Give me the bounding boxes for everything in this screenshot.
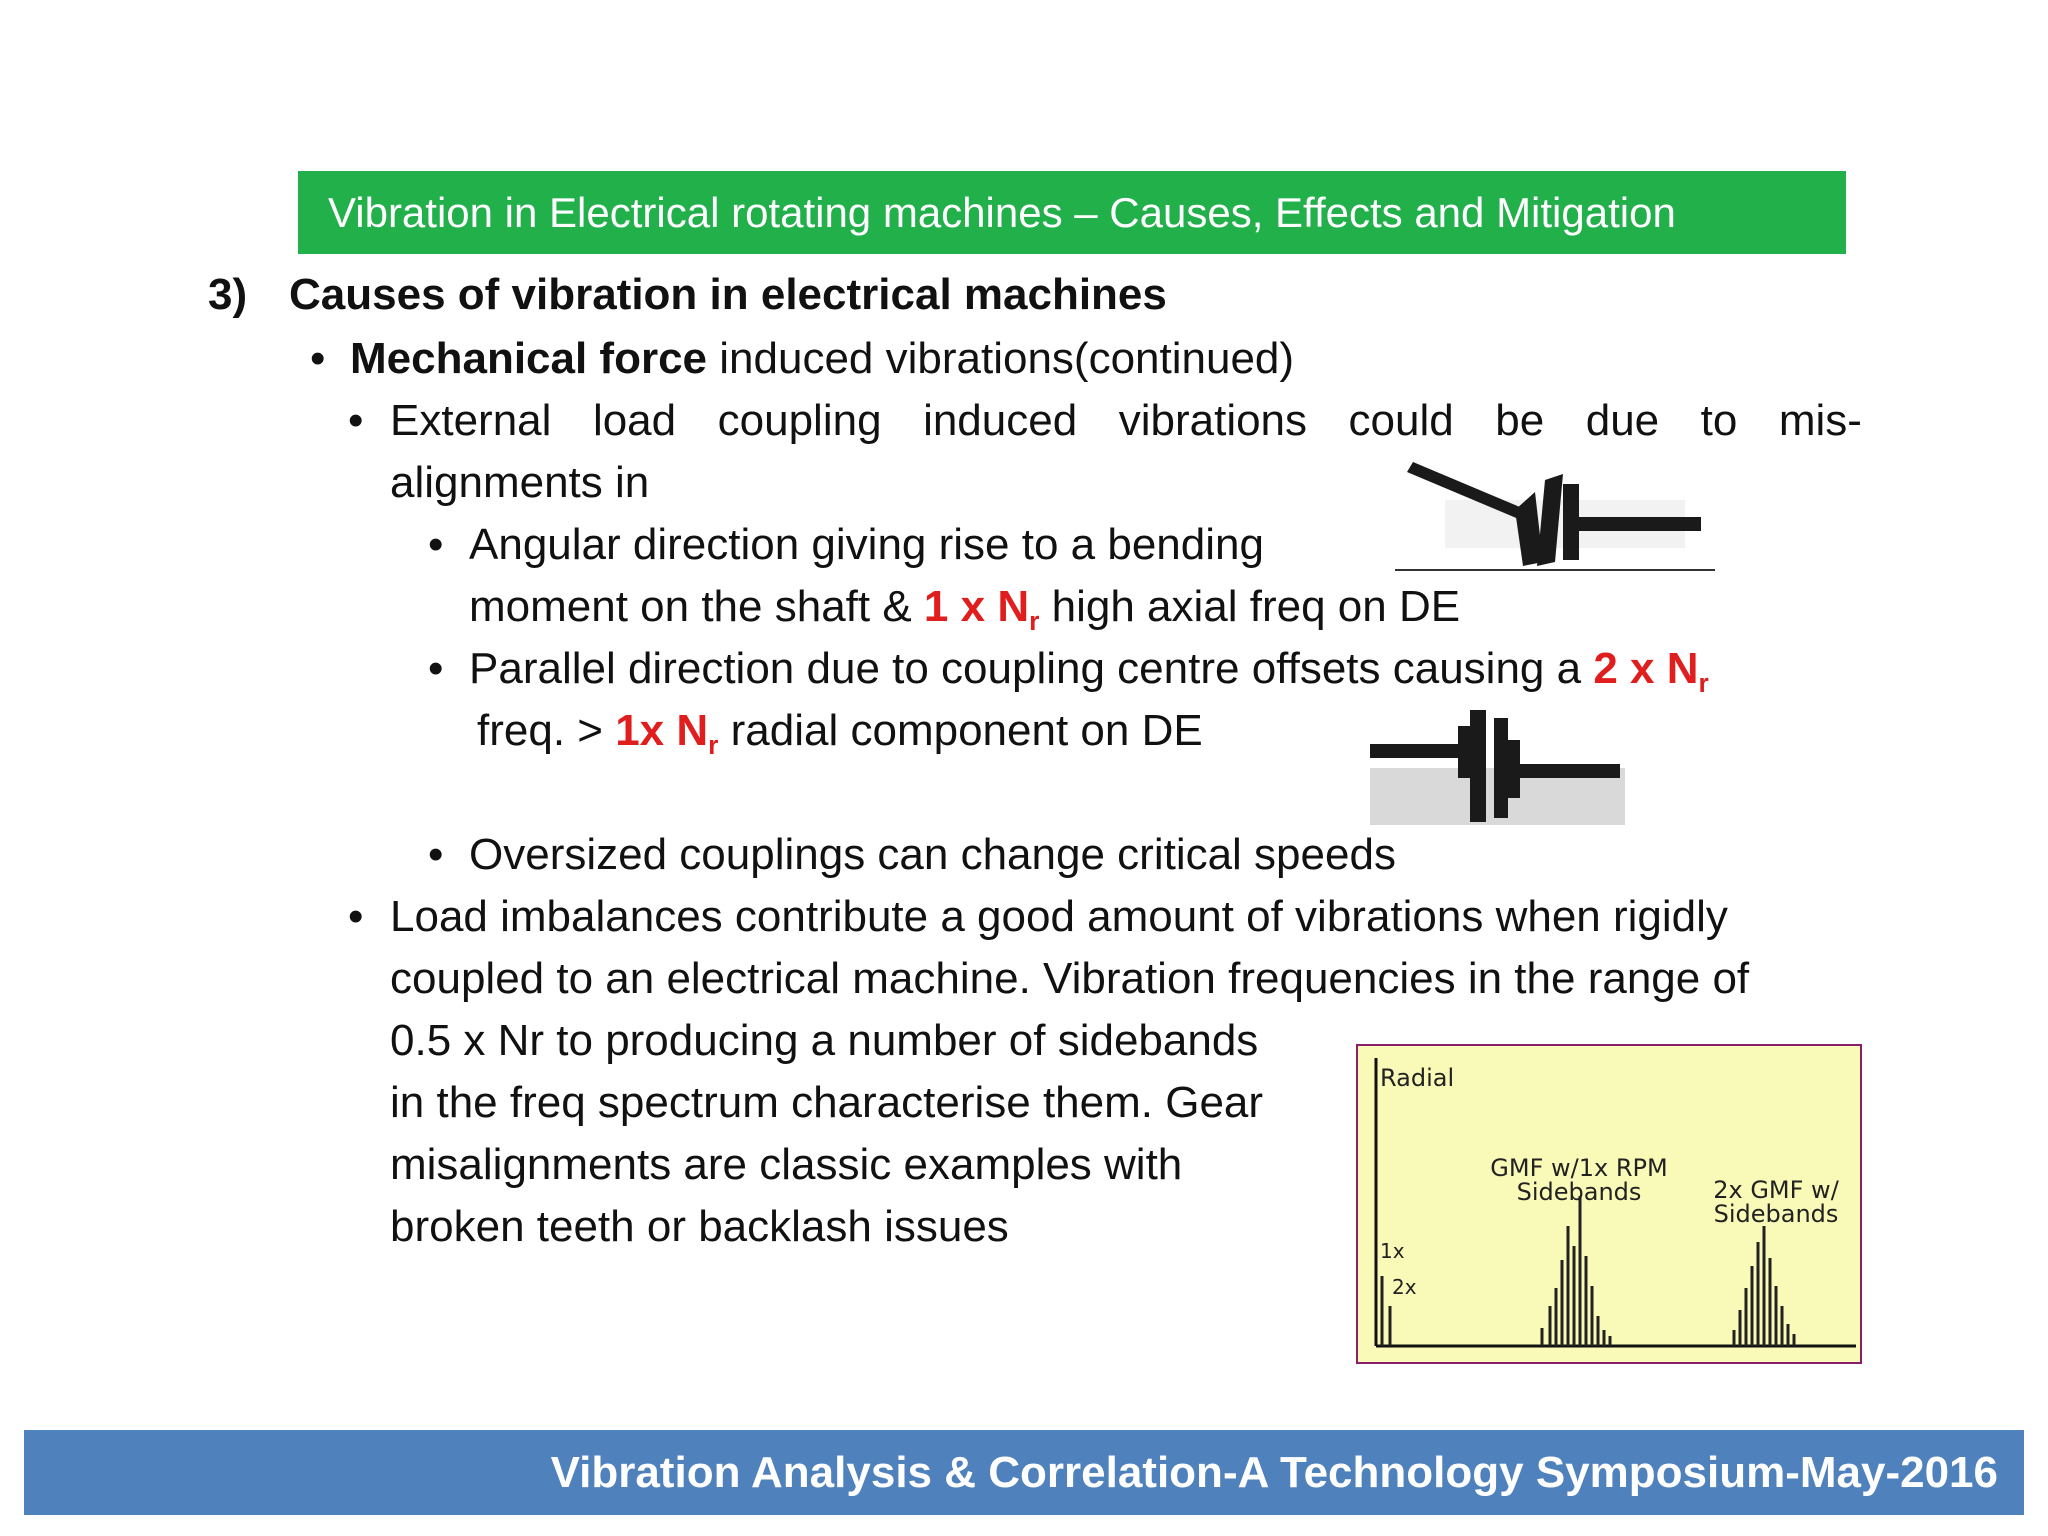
bullet-parallel-line2 [477, 706, 1203, 761]
bullet-parallel-line1 [469, 644, 1709, 699]
section-number: 3) [208, 270, 248, 319]
bullet-dot: • [428, 830, 444, 879]
word: could [1348, 396, 1454, 445]
bullet-load-imbalance-line4: in the freq spectrum characterise them. Gear [390, 1078, 1264, 1127]
bullet-load-imbalance-line6: broken teeth or backlash issues [390, 1202, 1009, 1251]
word: coupling [717, 396, 882, 445]
bullet-external-load-line2: alignments in [390, 458, 650, 507]
slide-title-banner: Vibration in Electrical rotating machines – Causes, Effects and Mitigation [298, 171, 1846, 254]
bullet-mechanical-force [350, 334, 1294, 385]
word: be [1495, 396, 1545, 445]
highlight-2xnr: 2 x $N_r$ [1593, 644, 1709, 699]
bullet-external-load-line1 [390, 396, 1862, 447]
bullet-text: Parallel direction due to coupling centre offsets causing a [469, 644, 1594, 693]
bullet-dot: • [428, 644, 444, 693]
angular-misalignment-diagram [1395, 462, 1725, 572]
bullet-text: induced vibrations(continued) [707, 334, 1295, 383]
bullet-dot: • [348, 892, 364, 941]
bullet-text: moment on the shaft & [469, 582, 924, 631]
bullet-text: radial component on DE [718, 706, 1203, 755]
word: induced [923, 396, 1078, 445]
spectrum-axis-label: Radial [1380, 1064, 1455, 1092]
bullet-load-imbalance-line2: coupled to an electrical machine. Vibration frequencies in the range of [390, 954, 1750, 1003]
spectrum-plot [1358, 1046, 1860, 1362]
word: to [1700, 396, 1738, 445]
section-title: Causes of vibration in electrical machines [289, 270, 1167, 319]
bullet-load-imbalance-line5: misalignments are classic examples with [390, 1140, 1183, 1189]
word: due [1585, 396, 1660, 445]
label-2x: 2x [1392, 1275, 1417, 1299]
gmf-label-line2: Sidebands [1516, 1178, 1642, 1206]
bullet-load-imbalance-line1: Load imbalances contribute a good amount of vibrations when rigidly [390, 892, 1728, 941]
bullet-dot: • [310, 334, 326, 383]
footer-banner: Vibration Analysis & Correlation-A Technology Symposium-May-2016 [24, 1430, 2024, 1515]
bullet-text: freq. > [477, 706, 616, 755]
word: vibrations [1118, 396, 1308, 445]
word: load [592, 396, 677, 445]
gmf2-label-line2: Sidebands [1713, 1200, 1839, 1228]
gmf-label-line1: GMF w/1x RPM [1490, 1154, 1668, 1182]
word: External [390, 396, 552, 445]
word: mis- [1778, 396, 1862, 445]
bullet-dot: • [348, 396, 364, 445]
bullet-angular-line1: Angular direction giving rise to a bending [469, 520, 1264, 569]
bullet-bold-text: Mechanical force [350, 334, 708, 383]
highlight-1xnr-2: 1x $N_r$ [615, 706, 719, 761]
label-1x: 1x [1380, 1239, 1405, 1263]
bullet-dot: • [428, 520, 444, 569]
parallel-misalignment-diagram [1370, 700, 1625, 825]
highlight-1xnr: 1 x $N_r$ [923, 582, 1040, 637]
bullet-load-imbalance-line3: 0.5 x Nr to producing a number of sidebands [390, 1016, 1259, 1065]
bullet-text: high axial freq on DE [1039, 582, 1461, 631]
gmf2-label-line1: 2x GMF w/ [1713, 1176, 1839, 1204]
gear-spectrum-figure [1356, 1044, 1862, 1364]
bullet-oversized-couplings: Oversized couplings can change critical speeds [469, 830, 1396, 879]
bullet-angular-line2 [469, 582, 1460, 637]
